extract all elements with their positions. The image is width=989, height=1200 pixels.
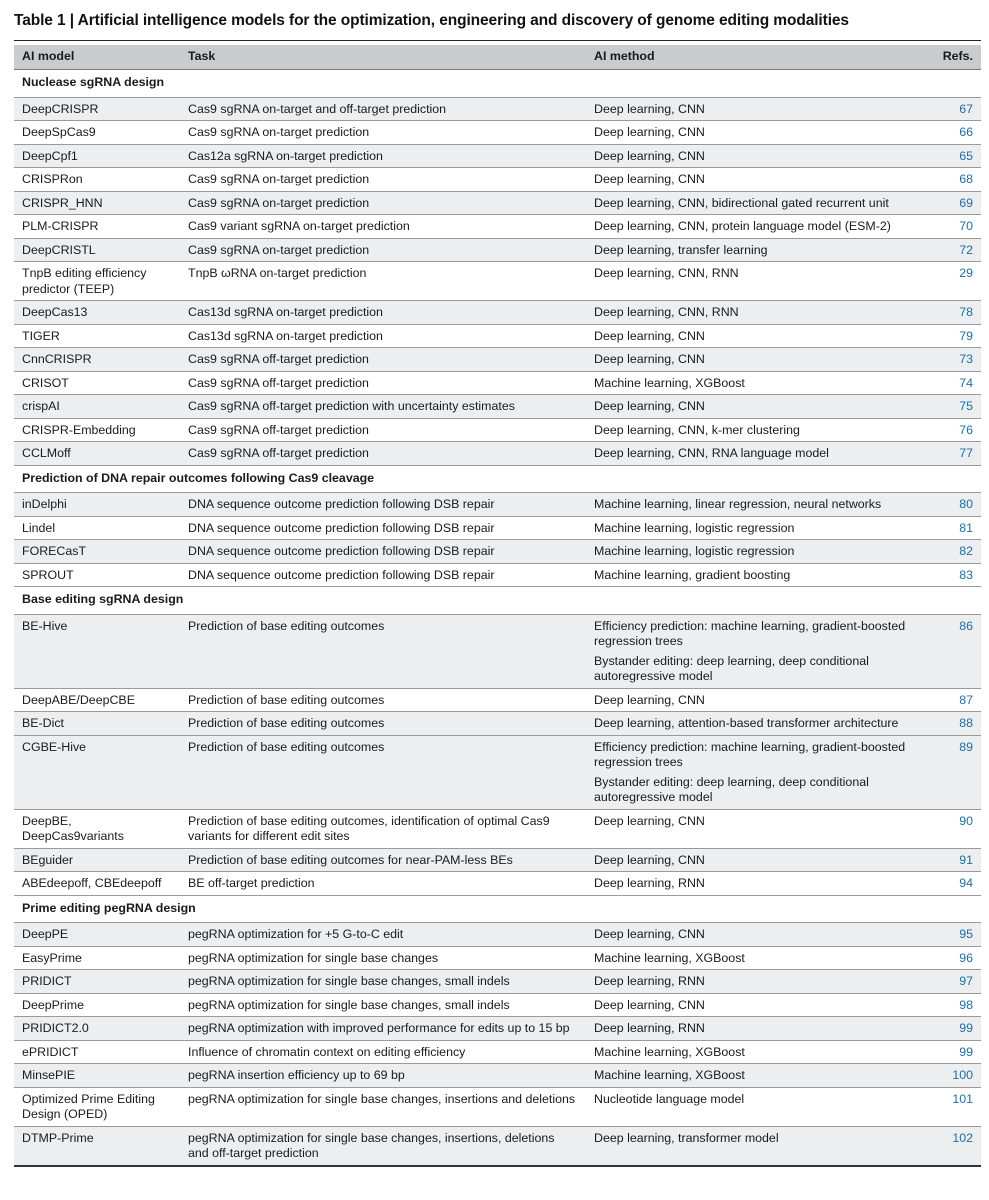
- cell-ai-model: PRIDICT: [14, 970, 180, 994]
- cell-ai-method: [586, 168, 932, 192]
- table-row: [14, 993, 981, 1017]
- table-row: [14, 516, 981, 540]
- header-row: [14, 45, 981, 70]
- cell-task: pegRNA optimization for single base changes: [180, 946, 586, 970]
- cell-ai-method: [586, 1126, 932, 1166]
- cell-task: Cas9 sgRNA off-target prediction: [180, 348, 586, 372]
- cell-task: Cas9 sgRNA on-target prediction: [180, 168, 586, 192]
- reference-link[interactable]: 74: [932, 371, 981, 395]
- table-row: [14, 348, 981, 372]
- cell-ai-method: [586, 563, 932, 587]
- method-text: Deep learning, CNN: [594, 101, 705, 116]
- section-row: [14, 465, 981, 493]
- cell-ai-model: PRIDICT2.0: [14, 1017, 180, 1041]
- models-table: [14, 45, 981, 1167]
- table-row: [14, 301, 981, 325]
- table-row: [14, 121, 981, 145]
- cell-task: Prediction of base editing outcomes for near-PAM-less BEs: [180, 848, 586, 872]
- section-heading: Base editing sgRNA design: [14, 587, 981, 615]
- table-row: [14, 923, 981, 947]
- method-text: Deep learning, CNN: [594, 328, 705, 343]
- method-text: Deep learning, CNN, k-mer clustering: [594, 422, 800, 437]
- cell-ai-method: [586, 324, 932, 348]
- cell-ai-method: [586, 688, 932, 712]
- method-text: Deep learning, CNN, RNN: [594, 266, 739, 280]
- method-text: Machine learning, XGBoost: [594, 1044, 745, 1059]
- cell-ai-method: [586, 848, 932, 872]
- method-text: Machine learning, linear regression, neural networks: [594, 497, 882, 511]
- cell-task: Cas9 sgRNA off-target prediction: [180, 371, 586, 395]
- table-body: [14, 70, 981, 1166]
- cell-ai-model: DeepPrime: [14, 993, 180, 1017]
- reference-link[interactable]: 102: [932, 1126, 981, 1166]
- cell-ai-model: DeepSpCas9: [14, 121, 180, 145]
- cell-ai-method: [586, 418, 932, 442]
- section-row: [14, 895, 981, 923]
- method-text: Machine learning, XGBoost: [594, 950, 745, 965]
- cell-task: Prediction of base editing outcomes: [180, 614, 586, 688]
- reference-link[interactable]: 99: [932, 1017, 981, 1041]
- method-text: Machine learning, gradient boosting: [594, 567, 791, 582]
- cell-task: Prediction of base editing outcomes: [180, 712, 586, 736]
- method-text: Deep learning, CNN: [594, 927, 705, 941]
- table-row: [14, 563, 981, 587]
- cell-task: Cas9 sgRNA on-target prediction: [180, 121, 586, 145]
- cell-ai-model: MinsePIE: [14, 1064, 180, 1088]
- cell-ai-method: [586, 1017, 932, 1041]
- cell-ai-method: [586, 809, 932, 848]
- method-text: Deep learning, CNN, bidirectional gated recurrent unit: [594, 195, 889, 210]
- method-text: Deep learning, CNN: [594, 352, 705, 366]
- cell-ai-model: DeepCRISPR: [14, 97, 180, 121]
- table-row: [14, 97, 981, 121]
- reference-link[interactable]: 29: [932, 262, 981, 301]
- reference-link[interactable]: 67: [932, 97, 981, 121]
- cell-ai-model: DeepCas13: [14, 301, 180, 325]
- cell-ai-model: DeepCRISTL: [14, 238, 180, 262]
- table-row: [14, 970, 981, 994]
- method-text: Deep learning, RNN: [594, 974, 705, 988]
- reference-link[interactable]: 69: [932, 191, 981, 215]
- cell-task: Cas12a sgRNA on-target prediction: [180, 144, 586, 168]
- cell-ai-method: [586, 238, 932, 262]
- cell-ai-model: Optimized Prime Editing Design (OPED): [14, 1087, 180, 1126]
- cell-ai-model: EasyPrime: [14, 946, 180, 970]
- cell-task: pegRNA optimization for single base changes, small indels: [180, 970, 586, 994]
- cell-task: pegRNA insertion efficiency up to 69 bp: [180, 1064, 586, 1088]
- cell-ai-method: [586, 121, 932, 145]
- section-heading: Prime editing pegRNA design: [14, 895, 981, 923]
- table-row: [14, 215, 981, 239]
- cell-task: DNA sequence outcome prediction following DSB repair: [180, 540, 586, 564]
- reference-link[interactable]: 101: [932, 1087, 981, 1126]
- method-text: Deep learning, attention-based transformer architecture: [594, 716, 899, 730]
- cell-ai-model: BE-Hive: [14, 614, 180, 688]
- reference-link[interactable]: 97: [932, 970, 981, 994]
- header-ai-method: AI method: [586, 45, 932, 70]
- method-text: Deep learning, CNN: [594, 813, 705, 828]
- cell-task: Prediction of base editing outcomes: [180, 688, 586, 712]
- table-row: [14, 735, 981, 809]
- cell-task: DNA sequence outcome prediction following DSB repair: [180, 493, 586, 517]
- table-row: [14, 848, 981, 872]
- cell-ai-model: CRISPR-Embedding: [14, 418, 180, 442]
- cell-ai-method: [586, 1064, 932, 1088]
- reference-link[interactable]: 86: [932, 614, 981, 688]
- reference-link[interactable]: 81: [932, 516, 981, 540]
- table-row: [14, 191, 981, 215]
- cell-task: Cas9 sgRNA on-target and off-target prediction: [180, 97, 586, 121]
- table-row: [14, 262, 981, 301]
- reference-link[interactable]: 94: [932, 872, 981, 896]
- cell-ai-model: CRISPRon: [14, 168, 180, 192]
- cell-ai-model: ePRIDICT: [14, 1040, 180, 1064]
- cell-ai-method: [586, 540, 932, 564]
- cell-task: Cas13d sgRNA on-target prediction: [180, 324, 586, 348]
- method-text: Machine learning, logistic regression: [594, 520, 795, 535]
- reference-link[interactable]: 75: [932, 395, 981, 419]
- cell-ai-method: [586, 97, 932, 121]
- method-text: Nucleotide language model: [594, 1091, 745, 1106]
- cell-ai-method: [586, 970, 932, 994]
- cell-ai-model: DeepPE: [14, 923, 180, 947]
- cell-ai-method: [586, 348, 932, 372]
- method-text: Deep learning, CNN: [594, 172, 705, 186]
- reference-link[interactable]: 83: [932, 563, 981, 587]
- cell-task: Influence of chromatin context on editing efficiency: [180, 1040, 586, 1064]
- table-row: [14, 1064, 981, 1088]
- cell-ai-model: CCLMoff: [14, 442, 180, 466]
- cell-task: TnpB ωRNA on-target prediction: [180, 262, 586, 301]
- cell-task: pegRNA optimization for single base changes, insertions, deletions and off-target prediction: [180, 1126, 586, 1166]
- cell-ai-method: [586, 946, 932, 970]
- cell-ai-model: DeepBE, DeepCas9variants: [14, 809, 180, 848]
- table-row: [14, 872, 981, 896]
- cell-task: DNA sequence outcome prediction following DSB repair: [180, 516, 586, 540]
- cell-ai-model: TIGER: [14, 324, 180, 348]
- cell-task: pegRNA optimization for single base changes, small indels: [180, 993, 586, 1017]
- table-row: [14, 395, 981, 419]
- cell-task: pegRNA optimization for single base changes, insertions and deletions: [180, 1087, 586, 1126]
- reference-link[interactable]: 68: [932, 168, 981, 192]
- table-row: [14, 144, 981, 168]
- cell-ai-method: [586, 923, 932, 947]
- cell-task: BE off-target prediction: [180, 872, 586, 896]
- reference-link[interactable]: 96: [932, 946, 981, 970]
- cell-ai-model: CRISOT: [14, 371, 180, 395]
- cell-ai-method: [586, 1040, 932, 1064]
- cell-ai-model: CGBE-Hive: [14, 735, 180, 809]
- cell-ai-model: CRISPR_HNN: [14, 191, 180, 215]
- title-rule: [14, 40, 981, 41]
- reference-link[interactable]: 78: [932, 301, 981, 325]
- method-text: Efficiency prediction: machine learning, gradient-boosted regression trees: [594, 739, 906, 769]
- table-row: [14, 809, 981, 848]
- cell-ai-method: [586, 493, 932, 517]
- cell-ai-model: crispAI: [14, 395, 180, 419]
- section-heading: Nuclease sgRNA design: [14, 70, 981, 98]
- method-text: Bystander editing: deep learning, deep conditional autoregressive model: [594, 774, 869, 804]
- cell-ai-method: [586, 442, 932, 466]
- reference-link[interactable]: 73: [932, 348, 981, 372]
- reference-link[interactable]: 89: [932, 735, 981, 809]
- method-text: Deep learning, CNN, protein language model (ESM-2): [594, 219, 891, 233]
- header-refs: Refs.: [932, 45, 981, 70]
- table-row: [14, 442, 981, 466]
- table-row: [14, 238, 981, 262]
- reference-link[interactable]: 100: [932, 1064, 981, 1088]
- reference-link[interactable]: 87: [932, 688, 981, 712]
- cell-task: pegRNA optimization for +5 G-to-C edit: [180, 923, 586, 947]
- table-row: [14, 371, 981, 395]
- method-text: Efficiency prediction: machine learning, gradient-boosted regression trees: [594, 618, 906, 648]
- reference-link[interactable]: 91: [932, 848, 981, 872]
- section-row: [14, 70, 981, 98]
- cell-ai-model: SPROUT: [14, 563, 180, 587]
- reference-link[interactable]: 72: [932, 238, 981, 262]
- cell-task: Cas9 sgRNA off-target prediction: [180, 418, 586, 442]
- table-row: [14, 540, 981, 564]
- reference-link[interactable]: 99: [932, 1040, 981, 1064]
- cell-task: Prediction of base editing outcomes: [180, 735, 586, 809]
- reference-link[interactable]: 98: [932, 993, 981, 1017]
- cell-ai-model: BE-Dict: [14, 712, 180, 736]
- reference-link[interactable]: 66: [932, 121, 981, 145]
- table-row: [14, 1040, 981, 1064]
- method-text: Deep learning, transfer learning: [594, 242, 768, 257]
- cell-ai-method: [586, 301, 932, 325]
- reference-link[interactable]: 77: [932, 442, 981, 466]
- cell-ai-method: [586, 712, 932, 736]
- method-text: Bystander editing: deep learning, deep conditional autoregressive model: [594, 653, 869, 683]
- header-task: Task: [180, 45, 586, 70]
- table-row: [14, 688, 981, 712]
- table-row: [14, 1017, 981, 1041]
- reference-link[interactable]: 80: [932, 493, 981, 517]
- cell-ai-model: DeepABE/DeepCBE: [14, 688, 180, 712]
- cell-ai-method: [586, 516, 932, 540]
- reference-link[interactable]: 88: [932, 712, 981, 736]
- cell-task: pegRNA optimization with improved performance for edits up to 15 bp: [180, 1017, 586, 1041]
- section-row: [14, 587, 981, 615]
- cell-ai-method: [586, 993, 932, 1017]
- reference-link[interactable]: 90: [932, 809, 981, 848]
- table-row: [14, 418, 981, 442]
- table-row: [14, 1126, 981, 1166]
- cell-ai-method: [586, 191, 932, 215]
- section-heading: Prediction of DNA repair outcomes following Cas9 cleavage: [14, 465, 981, 493]
- table-row: [14, 712, 981, 736]
- cell-ai-method: [586, 371, 932, 395]
- cell-ai-method: [586, 614, 932, 688]
- cell-ai-method: [586, 872, 932, 896]
- cell-ai-model: CnnCRISPR: [14, 348, 180, 372]
- method-text: Deep learning, CNN: [594, 148, 705, 163]
- cell-ai-model: Lindel: [14, 516, 180, 540]
- cell-task: Cas13d sgRNA on-target prediction: [180, 301, 586, 325]
- cell-ai-method: [586, 735, 932, 809]
- cell-ai-model: inDelphi: [14, 493, 180, 517]
- method-text: Deep learning, RNN: [594, 1021, 705, 1035]
- reference-link[interactable]: 79: [932, 324, 981, 348]
- method-text: Deep learning, transformer model: [594, 1130, 779, 1145]
- cell-ai-model: TnpB editing efficiency predictor (TEEP): [14, 262, 180, 301]
- method-text: Deep learning, CNN: [594, 997, 705, 1012]
- cell-ai-model: PLM-CRISPR: [14, 215, 180, 239]
- table-row: [14, 1087, 981, 1126]
- table-row: [14, 324, 981, 348]
- cell-task: Cas9 sgRNA off-target prediction with uncertainty estimates: [180, 395, 586, 419]
- table-row: [14, 946, 981, 970]
- reference-link[interactable]: 65: [932, 144, 981, 168]
- table-title: Table 1 | Artificial intelligence models for the optimization, engineering and discovery of genome editing modalities: [14, 12, 849, 29]
- method-text: Deep learning, RNN: [594, 876, 705, 890]
- method-text: Deep learning, CNN: [594, 125, 705, 139]
- cell-task: Cas9 sgRNA off-target prediction: [180, 442, 586, 466]
- method-text: Deep learning, CNN, RNN: [594, 305, 739, 319]
- cell-ai-method: [586, 1087, 932, 1126]
- cell-task: Prediction of base editing outcomes, identification of optimal Cas9 variants for different edit sites: [180, 809, 586, 848]
- method-text: Deep learning, CNN, RNA language model: [594, 446, 829, 460]
- reference-link[interactable]: 82: [932, 540, 981, 564]
- cell-ai-method: [586, 262, 932, 301]
- table-row: [14, 493, 981, 517]
- method-text: Machine learning, XGBoost: [594, 1068, 745, 1082]
- cell-ai-model: DeepCpf1: [14, 144, 180, 168]
- cell-task: Cas9 sgRNA on-target prediction: [180, 238, 586, 262]
- table-row: [14, 614, 981, 688]
- cell-ai-model: ABEdeepoff, CBEdeepoff: [14, 872, 180, 896]
- cell-ai-method: [586, 395, 932, 419]
- table-row: [14, 168, 981, 192]
- reference-link[interactable]: 95: [932, 923, 981, 947]
- method-text: Machine learning, XGBoost: [594, 375, 745, 390]
- cell-ai-model: BEguider: [14, 848, 180, 872]
- method-text: Machine learning, logistic regression: [594, 544, 795, 558]
- method-text: Deep learning, CNN: [594, 692, 705, 707]
- cell-task: Cas9 sgRNA on-target prediction: [180, 191, 586, 215]
- reference-link[interactable]: 76: [932, 418, 981, 442]
- header-ai-model: AI model: [14, 45, 180, 70]
- method-text: Deep learning, CNN: [594, 852, 705, 867]
- method-text: Deep learning, CNN: [594, 399, 705, 413]
- cell-ai-method: [586, 215, 932, 239]
- cell-task: DNA sequence outcome prediction following DSB repair: [180, 563, 586, 587]
- cell-ai-model: FORECasT: [14, 540, 180, 564]
- reference-link[interactable]: 70: [932, 215, 981, 239]
- cell-ai-method: [586, 144, 932, 168]
- cell-ai-model: DTMP-Prime: [14, 1126, 180, 1166]
- cell-task: Cas9 variant sgRNA on-target prediction: [180, 215, 586, 239]
